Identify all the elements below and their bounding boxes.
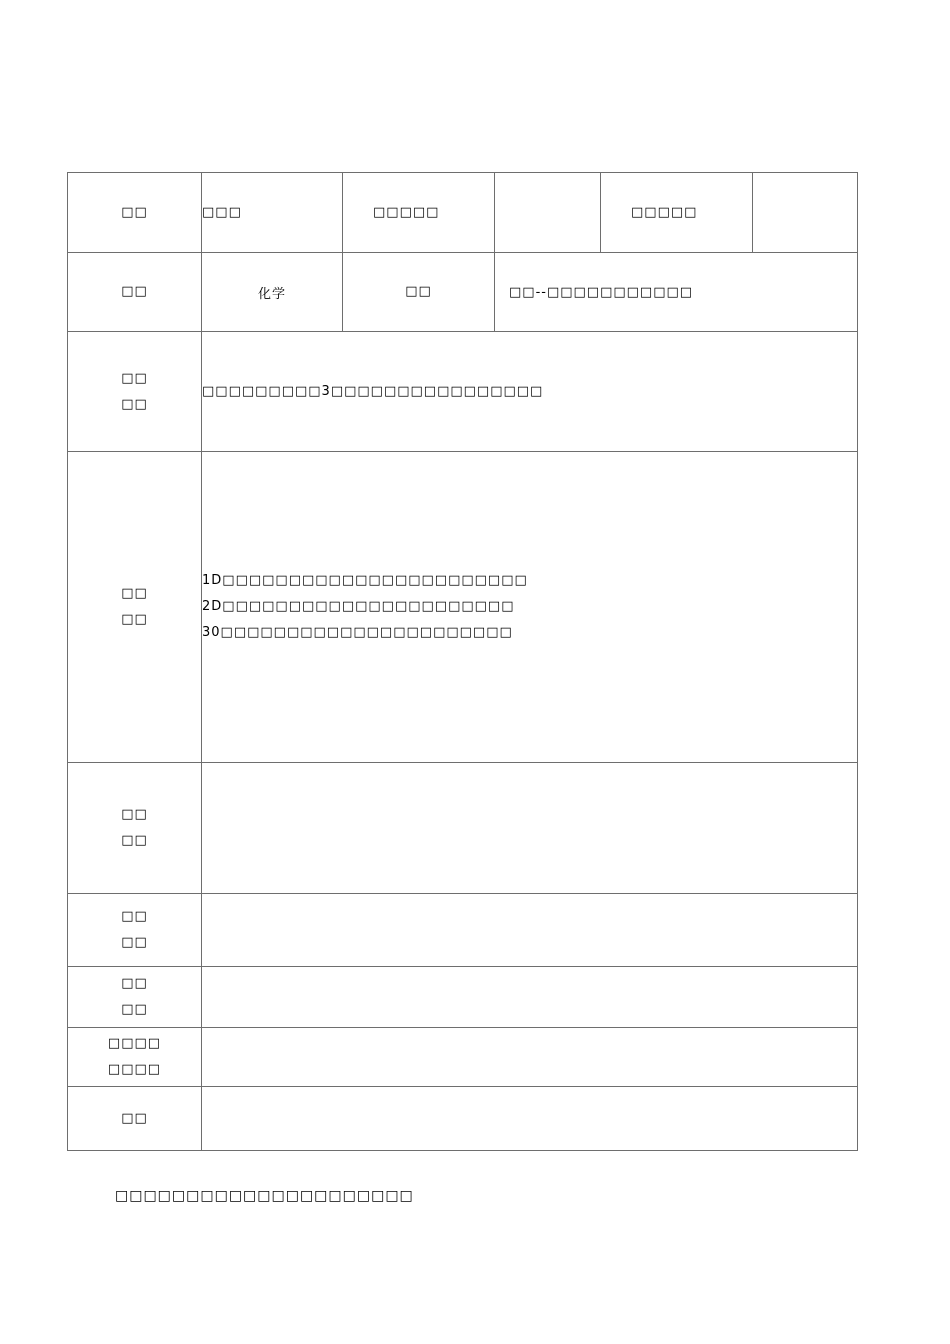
row-6-label-line-1: □□ [121, 909, 148, 924]
row-7-content [202, 967, 858, 1028]
row-8-content [202, 1028, 858, 1087]
list-item: 30□□□□□□□□□□□□□□□□□□□□□□ [202, 625, 513, 640]
row-6 [68, 894, 858, 967]
row-3-label-line-1: □□ [121, 370, 148, 386]
subject-value: 化学 [202, 253, 343, 332]
row-8-label-line-1: □□□□ [107, 1036, 162, 1051]
row-5-content [202, 763, 858, 894]
row-9-content [202, 1087, 858, 1151]
row-6-content [202, 894, 858, 967]
header-value-2 [495, 173, 601, 253]
row-4-label [68, 452, 202, 763]
topic-label: □□ [343, 253, 495, 332]
topic-value: □□--□□□□□□□□□□□ [495, 253, 858, 332]
list-item: 1D□□□□□□□□□□□□□□□□□□□□□□□ [202, 573, 528, 588]
list-item: 2D□□□□□□□□□□□□□□□□□□□□□□ [202, 599, 515, 614]
row-5-label [68, 763, 202, 894]
header-label-1: □□ [68, 173, 202, 253]
row-6-label [68, 894, 202, 967]
row-5-label-line-1: □□ [121, 807, 148, 822]
header-row [68, 173, 858, 253]
subject-row [68, 253, 858, 332]
row-5 [68, 763, 858, 894]
row-9-label: □□ [68, 1087, 202, 1151]
header-label-2: □□□□□ [343, 173, 495, 253]
row-3-label-line-2: □□ [121, 396, 148, 412]
row-7-label-line-1: □□ [121, 976, 148, 991]
row-3-label [68, 332, 202, 452]
row-6-label-line-2: □□ [121, 935, 148, 950]
header-value-1: □□□ [202, 173, 343, 253]
row-7-label-line-2: □□ [121, 1002, 148, 1017]
row-8-label [68, 1028, 202, 1087]
header-label-3: □□□□□ [601, 173, 753, 253]
row-4 [68, 452, 858, 763]
row-4-label-line-2: □□ [121, 612, 148, 627]
row-8 [68, 1028, 858, 1087]
row-8-label-line-2: □□□□ [107, 1062, 162, 1077]
row-4-content [202, 452, 858, 763]
row-5-label-line-2: □□ [121, 833, 148, 848]
row-3 [68, 332, 858, 452]
row-3-content: □□□□□□□□□3□□□□□□□□□□□□□□□□ [202, 332, 858, 452]
subject-label: □□ [68, 253, 202, 332]
footer-note: □□□□□□□□□□□□□□□□□□□□□ [115, 1188, 414, 1204]
header-value-3 [753, 173, 858, 253]
row-9 [68, 1087, 858, 1151]
lesson-plan-table [67, 172, 858, 1151]
row-4-label-line-1: □□ [121, 586, 148, 601]
row-7-label [68, 967, 202, 1028]
row-7 [68, 967, 858, 1028]
